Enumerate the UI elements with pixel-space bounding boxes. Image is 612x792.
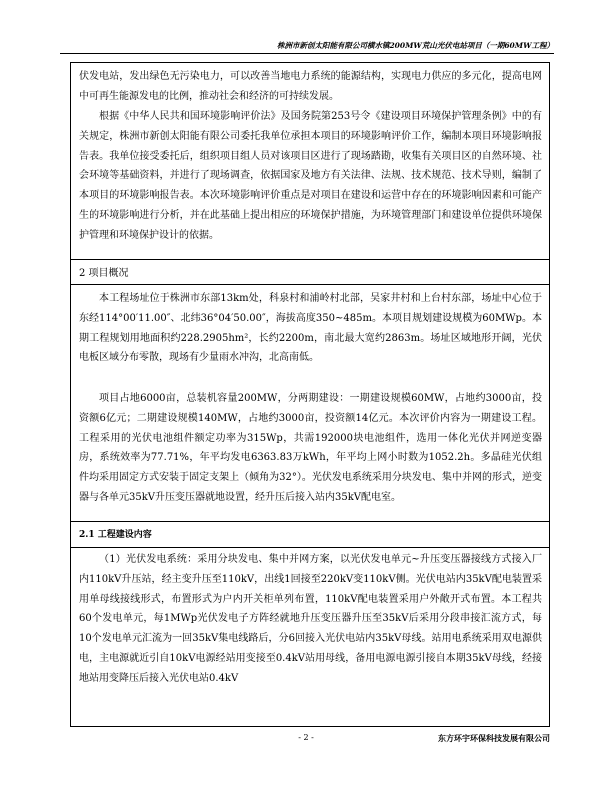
page-number: - 2 -	[298, 733, 314, 742]
section-title-construction-content: 2.1 工程建设内容	[79, 530, 152, 540]
paragraph-pv-system: （1）光伏发电系统：采用分块发电、集中并网方案，以光伏发电单元~升压变压器接线方式接入厂内110kV升压站，经主变升压至110kV，出线1回接至220kV变110kV侧。光伏电站内35kV配电装置采用单母线接线形式，布置形式为户内开关柜单列布置，110kV配电装置采用户外敞开式布置。本工程共60个发电单元，每1MWp光伏发电子方阵经就地升压变压器升压至35kV后采用分段串接汇流方式，每10个发电单元汇流为一回35kV集电线路后，分6回接入光伏电站内35kV母线。站用电系统采用双电源供电，主电源就近引自10kV电源经站用变接至0.4kV站用母线，备用电源电源引接自本期35kV母线，经接地站用变降压后接入光伏电站0.4kV	[79, 554, 542, 684]
paragraph-eia-basis: 根据《中华人民共和国环境影响评价法》及国务院第253号令《建设项目环境保护管理条例》中的有关规定，株洲市新创太阳能有限公司委托我单位承担本项目的环境影响评价工作，编制本项目环境影响报告表。我单位接受委托后，组织项目组人员对该项目区进行了现场踏勘，收集有关项目区的自然环境、社会环境等基础资料，并进行了现场调查，依据国家及地方有关法律、法规、技术规范、技术导则，编制了本项目的环境影响报告表。本次环境影响评价重点是对项目在建设和运营中存在的环境影响因素和可能产生的环境影响进行分析，并在此基础上提出相应的环境保护措施，为环境管理部门和建设单位提供环境保护管理和环境保护设计的依据。	[79, 111, 542, 241]
content-frame	[70, 62, 550, 727]
divider	[71, 521, 549, 522]
footer-company: 东方环宇环保科技发展有限公司	[438, 733, 550, 743]
header-title: 株洲市新创太阳能有限公司横水镇200MW荒山光伏电站项目（一期60MW工程）	[276, 41, 554, 50]
paragraph-project-scale: 项目占地6000亩，总装机容量200MW，分两期建设：一期建设规模60MW，占地约3000亩，投资额6亿元；二期建设规模140MW，占地约3000亩，投资额14亿元。本次评价内容为一期建设工程。工程采用的光伏电池组件额定功率为315Wp，共需192000块电池组件，选用一体化光伏并网逆变器房，系统效率为77.71%，年平均发电6363.83万kWh，年平均上网小时数为1052.2h。多晶硅光伏组件均采用固定方式安装于固定支架上（倾角为32°）。光伏发电系统采用分块发电、集中并网的形式，逆变器与各单元35kV升压变压器就地设置，经升压后接入站内35kV配电室。	[79, 393, 542, 503]
divider	[71, 547, 549, 548]
section-title-project-overview: 2 项目概况	[79, 268, 129, 279]
paragraph-site-location: 本工程场址位于株洲市东部13km处，科泉村和浦岭村北部，吴家井村和上台村东部，场址中心位于东经114°00′11.00″、北纬36°04′50.00″，海拔高度350~485m。本项目规划建设规模为60MWp。本期工程规划用地面积约228.2905hm²，长约2200m，南北最大宽约2863m。场址区域地形开阔，光伏电板区域分布零散，现场有少量雨水冲沟，北高南低。	[79, 293, 542, 364]
divider	[71, 284, 549, 285]
page-header	[60, 40, 554, 54]
divider	[71, 259, 549, 260]
paragraph-intro-end: 伏发电站，发出绿色无污染电力，可以改善当地电力系统的能源结构，实现电力供应的多元化，提高电网中可再生能源发电的比例，推动社会和经济的可持续发展。	[79, 71, 542, 102]
